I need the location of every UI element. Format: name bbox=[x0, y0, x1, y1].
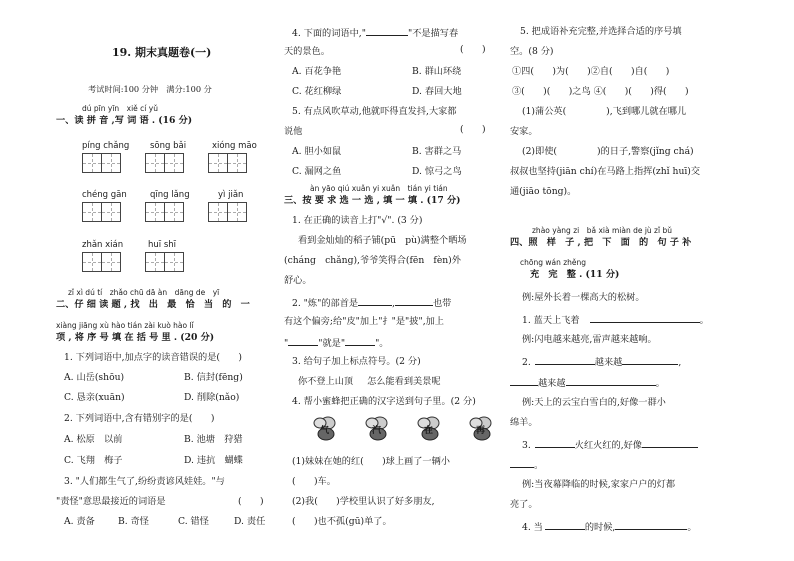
exercise-1-end: 。 bbox=[699, 315, 709, 326]
q1-option-a[interactable]: A. 山岳(shōu) bbox=[64, 372, 125, 383]
q3-option-d[interactable]: D. 责任 bbox=[234, 516, 266, 527]
exercise-3-text: 火红火红的,好像 bbox=[574, 440, 643, 451]
grid-pinyin-8: huī shī bbox=[148, 240, 177, 250]
idiom-row-1[interactable]: ①四( )为( )②自( )自( ) bbox=[512, 66, 670, 77]
q2-option-a[interactable]: A. 松原 以前 bbox=[64, 434, 123, 445]
exercise-2-line1 bbox=[522, 355, 681, 369]
page-title: 19. 期末真题卷(一) bbox=[112, 46, 212, 59]
writing-box[interactable] bbox=[208, 202, 247, 222]
column-1 bbox=[56, 0, 285, 561]
q3-option-c[interactable]: C. 错怪 bbox=[178, 516, 209, 527]
example-2: 例:闪电越来越亮,雷声越来越响。 bbox=[522, 334, 657, 345]
q5-answer-paren[interactable]: ( ) bbox=[460, 124, 486, 135]
q3-answer-paren[interactable]: ( ) bbox=[238, 496, 264, 507]
c3-p1-line2: 安家。 bbox=[510, 126, 538, 137]
q4-option-b[interactable]: B. 群山环绕 bbox=[412, 66, 462, 77]
bee-card-3[interactable] bbox=[412, 414, 450, 444]
example-3-line2: 绵羊。 bbox=[510, 417, 538, 428]
c3-q5-text-a: 5. 把成语补充完整,并选择合适的序号填 bbox=[520, 26, 682, 37]
s3-q4-line2: ( )车。 bbox=[292, 476, 336, 487]
q4-text-a-part1: 4. 下面的词语中," bbox=[292, 28, 366, 39]
exercise-2-blank-1[interactable] bbox=[535, 355, 595, 365]
grid-pinyin-3: xióng māo bbox=[212, 141, 257, 151]
q5-option-d[interactable]: D. 惊弓之鸟 bbox=[412, 166, 462, 177]
grid-pinyin-4: chéng gān bbox=[82, 190, 127, 200]
s3-q1-line3: 舒心。 bbox=[284, 275, 312, 286]
section2-pinyin-a: zǐ xì dú tí zhǎo chū dā àn dāng de yī bbox=[68, 288, 220, 297]
s3-q1-text: 1. 在正确的读音上打"√". (3 分) bbox=[292, 215, 423, 226]
exercise-3-line1 bbox=[522, 438, 698, 452]
q2-option-d[interactable]: D. 违抗 蝴蝶 bbox=[184, 455, 243, 466]
example-4-line1: 例:当夜幕降临的时候,家家户户的灯都 bbox=[522, 479, 676, 490]
writing-box[interactable] bbox=[82, 202, 121, 222]
example-1: 例:屋外长着一棵高大的松树。 bbox=[522, 292, 645, 303]
s3-q3-text: 3. 给句子加上标点符号。(2 分) bbox=[292, 356, 421, 367]
s3-q3-part1: 你不登上山顶 bbox=[298, 376, 354, 387]
section4-heading: 四、照 样 子 , 把 下 面 的 句 子 补 bbox=[510, 237, 692, 248]
q4-option-d[interactable]: D. 春回大地 bbox=[412, 86, 462, 97]
example-4-line2: 亮了。 bbox=[510, 499, 538, 510]
q5-option-a[interactable]: A. 胆小如鼠 bbox=[292, 146, 342, 157]
exercise-2-text-d: 越来越 bbox=[538, 378, 566, 389]
s3-q2-blank-2[interactable] bbox=[395, 296, 433, 306]
s3-q2-blank-1[interactable] bbox=[358, 296, 392, 306]
c3-p2-line3: 通(jiāo tōng)。 bbox=[510, 186, 577, 197]
exercise-4 bbox=[522, 520, 697, 534]
bee-card-2[interactable] bbox=[360, 414, 398, 444]
q5-text-b: 说他 bbox=[284, 126, 303, 137]
s3-q3-sentence bbox=[298, 376, 441, 388]
c3-p1-line1 bbox=[522, 106, 686, 118]
q4-option-c[interactable]: C. 花红柳绿 bbox=[292, 86, 342, 97]
writing-box[interactable] bbox=[82, 252, 121, 272]
s3-q2-line3 bbox=[284, 336, 388, 350]
q4-text-a bbox=[292, 26, 458, 40]
exercise-2-end: 。 bbox=[655, 378, 665, 389]
q3-option-a[interactable]: A. 责备 bbox=[64, 516, 95, 527]
writing-box[interactable] bbox=[145, 252, 184, 272]
bee-char-1: 气 bbox=[320, 426, 330, 436]
exercise-1 bbox=[522, 313, 709, 327]
s3-q2-comma: , bbox=[392, 298, 395, 309]
c3-p2-line2: 叔叔也坚持(jiān chí)在马路上指挥(zhǐ huī)交 bbox=[510, 166, 701, 177]
q4-text-a-part2: "不是描写春 bbox=[407, 28, 459, 39]
writing-box[interactable] bbox=[145, 202, 184, 222]
c3-p2-part1: (2)即使( bbox=[522, 146, 557, 157]
s3-q2-line2: 有这个偏旁;给"皮"加上"扌"是"披",加上 bbox=[284, 316, 444, 327]
exercise-1-blank[interactable] bbox=[590, 313, 700, 323]
exercise-2-blank-4[interactable] bbox=[566, 376, 656, 386]
exercise-1-text: 1. 蓝天上飞着 bbox=[522, 315, 580, 326]
q1-option-c[interactable]: C. 恳亲(xuān) bbox=[64, 392, 125, 403]
s3-q3-part2: 怎么能看到美景呢 bbox=[367, 376, 441, 387]
c3-p2-line1 bbox=[522, 146, 694, 158]
column-2 bbox=[284, 0, 510, 561]
s3-q2-blank-4[interactable] bbox=[345, 336, 375, 346]
exercise-2-blank-2[interactable] bbox=[622, 355, 678, 365]
q2-option-b[interactable]: B. 池塘 狩猎 bbox=[184, 434, 243, 445]
section2-heading-b: 项 , 将 序 号 填 在 括 号 里 . (20 分) bbox=[56, 332, 215, 343]
s3-q2-text: 2. "炼"的部首是 bbox=[292, 298, 359, 309]
s3-q2-text-g: "。 bbox=[375, 338, 389, 349]
column-3 bbox=[510, 0, 745, 561]
exercise-2-blank-3[interactable] bbox=[510, 376, 538, 386]
grid-pinyin-7: zhǎn xián bbox=[82, 240, 124, 250]
q4-answer-paren[interactable]: ( ) bbox=[460, 44, 486, 55]
writing-grid-row-1 bbox=[82, 153, 247, 173]
q3-option-b[interactable]: B. 奇怪 bbox=[118, 516, 149, 527]
c3-p1-part1: (1)蒲公英( bbox=[522, 106, 567, 117]
section4-heading-b: 充 完 整 . (11 分) bbox=[530, 269, 620, 280]
exercise-2-comma: , bbox=[678, 357, 682, 368]
q4-blank[interactable] bbox=[366, 26, 408, 36]
writing-grid-row-3 bbox=[82, 252, 184, 272]
q3-text-a: 3. "人们都生气了,纷纷责谚风娃娃。"与 bbox=[64, 476, 225, 487]
q4-option-a[interactable]: A. 百花争艳 bbox=[292, 66, 342, 77]
q5-option-b[interactable]: B. 害群之马 bbox=[412, 146, 462, 157]
exercise-4-text: 的时候, bbox=[584, 522, 616, 533]
s3-q2-line1 bbox=[292, 296, 451, 310]
c3-p1-part2: ),飞到哪儿就在哪儿 bbox=[606, 106, 687, 117]
section1-pinyin: dú pīn yīn xiě cí yǔ bbox=[82, 104, 158, 113]
q4-text-b: 天的景色。 bbox=[284, 46, 330, 57]
s3-q4-line3: (2)我( )学校里认识了好多朋友, bbox=[292, 496, 435, 507]
exercise-3-line2 bbox=[510, 458, 543, 472]
exercise-3-num: 3. bbox=[522, 440, 531, 451]
bee-char-3: 在 bbox=[424, 426, 434, 436]
s3-q2-text-c: 也带 bbox=[433, 298, 452, 309]
bee-images bbox=[308, 414, 502, 444]
exercise-3-end: 。 bbox=[534, 460, 544, 471]
exercise-4-end: 。 bbox=[687, 522, 697, 533]
section2-pinyin-b: xiàng jiāng xù hào tián zài kuò hào lǐ bbox=[56, 321, 194, 330]
bee-char-2: 汽 bbox=[372, 426, 382, 436]
grid-pinyin-1: píng chǎng bbox=[82, 141, 130, 151]
section4-pinyin-b: chōng wán zhěng bbox=[520, 258, 587, 267]
s3-q1-line1: 看到金灿灿的稻子铺(pū pù)满整个晒场 bbox=[298, 235, 467, 246]
exercise-2-text-b: 越来越 bbox=[594, 357, 623, 368]
writing-grid-row-2 bbox=[82, 202, 247, 222]
q2-text: 2. 下列词语中,含有错别字的是( ) bbox=[64, 413, 215, 424]
q3-text-b: "责怪"意思最接近的词语是 bbox=[56, 496, 166, 507]
c3-p2-part2: )的日子,警察(jǐng chá) bbox=[596, 146, 694, 157]
exam-info: 考试时间:100 分钟 满分:100 分 bbox=[88, 84, 212, 94]
exercise-4-blank-2[interactable] bbox=[615, 520, 687, 530]
s3-q2-text-f: "就是" bbox=[318, 338, 346, 349]
q5-option-c[interactable]: C. 漏网之鱼 bbox=[292, 166, 342, 177]
q1-option-d[interactable]: D. 削除(nǎo) bbox=[184, 392, 240, 403]
exercise-3-blank-1[interactable] bbox=[535, 438, 575, 448]
exercise-3-blank-2[interactable] bbox=[642, 438, 698, 448]
writing-box[interactable] bbox=[145, 153, 184, 173]
idiom-row-2[interactable]: ③( )( )之鸟 ④( )( )得( ) bbox=[512, 86, 689, 97]
section3-heading: 三、按 要 求 选 一 选 , 填 一 填 . (17 分) bbox=[284, 195, 461, 206]
bee-card-1[interactable] bbox=[308, 414, 346, 444]
section3-pinyin: àn yāo qiú xuǎn yi xuǎn tián yi tián bbox=[310, 184, 448, 193]
exercise-3-blank-3[interactable] bbox=[510, 458, 534, 468]
q1-option-b[interactable]: B. 信封(fēng) bbox=[184, 372, 243, 383]
grid-pinyin-6: yì jiǎn bbox=[218, 190, 244, 200]
q5-text-a: 5. 有点风吹草动,他就吓得直发抖,大家都 bbox=[292, 106, 457, 117]
q2-option-c[interactable]: C. 飞翔 梅子 bbox=[64, 455, 123, 466]
exercise-4-num: 4. 当 bbox=[522, 522, 543, 533]
grid-pinyin-5: qīng lǎng bbox=[150, 190, 190, 200]
exercise-2-line2 bbox=[510, 376, 665, 390]
section4-pinyin: zhào yàng zi bǎ xià miàn de jù zǐ bǔ bbox=[532, 226, 672, 235]
section1-heading: 一、读 拼 音 ,写 词 语 . (16 分) bbox=[56, 115, 193, 126]
q1-text: 1. 下列词语中,加点字的读音错误的是( ) bbox=[64, 352, 242, 363]
s3-q4-line1: (1)妹妹在她的红( )球上画了一辆小 bbox=[292, 456, 450, 467]
section2-heading: 二、仔 细 读 题 , 找 出 最 恰 当 的 一 bbox=[56, 299, 250, 310]
bee-card-4[interactable] bbox=[464, 414, 502, 444]
bee-char-4: 再 bbox=[476, 426, 486, 436]
example-3-line1: 例:天上的云宝白雪白的,好像一群小 bbox=[522, 397, 666, 408]
c3-q5-text-b: 空。(8 分) bbox=[510, 46, 554, 57]
s3-q2-quote: " bbox=[284, 338, 289, 349]
s3-q4-line4: ( )也不孤(gū)单了。 bbox=[292, 516, 392, 527]
writing-box[interactable] bbox=[82, 153, 121, 173]
exercise-2-num: 2. bbox=[522, 357, 531, 368]
s3-q2-blank-3[interactable] bbox=[288, 336, 318, 346]
writing-box[interactable] bbox=[208, 153, 247, 173]
s3-q1-line2: (cháng chǎng),爷爷笑得合(fēn fèn)外 bbox=[284, 255, 461, 266]
grid-pinyin-2: sōng bǎi bbox=[150, 141, 187, 151]
exercise-4-blank-1[interactable] bbox=[545, 520, 585, 530]
s3-q4-text: 4. 帮小蜜蜂把正确的汉字送到句子里。(2 分) bbox=[292, 396, 476, 407]
